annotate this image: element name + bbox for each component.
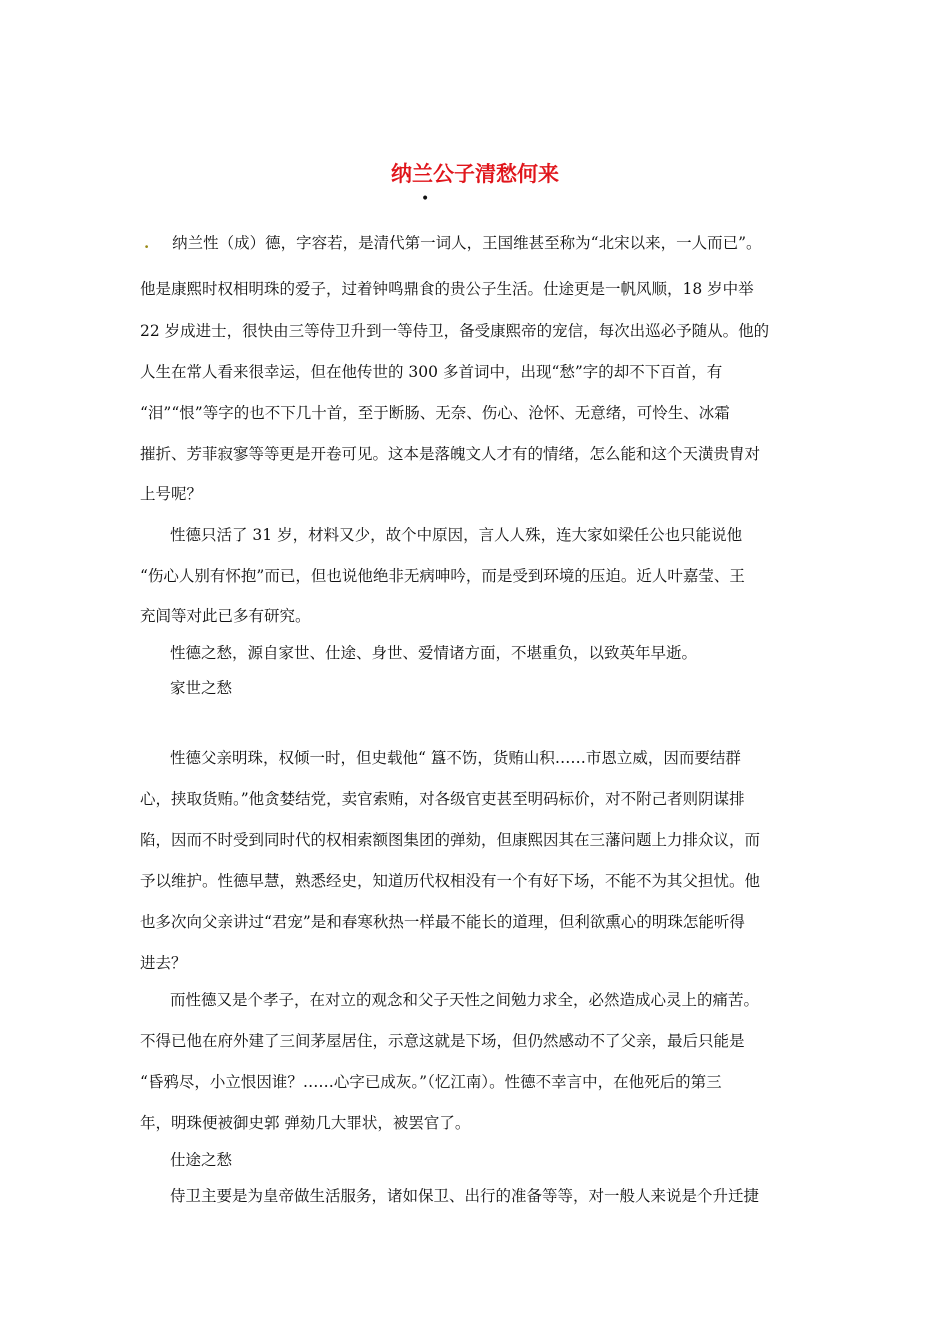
paragraph-line: 性德只活了 31 岁，材料又少，故个中原因，言人人殊，连大家如梁任公也只能说他: [170, 526, 743, 544]
section-heading: 仕途之愁: [170, 1151, 233, 1169]
section-heading: 家世之愁: [170, 679, 233, 697]
paragraph-line: 年，明珠便被御史郭 弹劾几大罪状，被罢官了。: [140, 1114, 471, 1132]
paragraph-line: [144, 233, 762, 253]
paragraph-line: 也多次向父亲讲过“君宠”是和春寒秋热一样最不能长的道理，但利欲熏心的明珠怎能听得: [140, 913, 745, 931]
paragraph-line: 充闾等对此已多有研究。: [140, 607, 311, 625]
paragraph-line: 陷，因而不时受到同时代的权相索额图集团的弹劾，但康熙因其在三藩问题上力排众议，而: [140, 831, 761, 849]
paragraph-line: “泪”“恨”等字的也不下几十首，至于断肠、无奈、伤心、沧怀、无意绪，可怜生、冰霜: [140, 404, 730, 422]
page-title: 纳兰公子清愁何来: [391, 162, 559, 186]
paragraph-line: 他是康熙时权相明珠的爱子，过着钟鸣鼎食的贵公子生活。仕途更是一帆风顺，18 岁中举: [140, 280, 754, 298]
paragraph-line: 性德父亲明珠，权倾一时，但史载他“ 簋不饬，货贿山积……市恩立威，因而要结群: [170, 749, 741, 767]
paragraph-line: 进去？: [140, 954, 187, 972]
paragraph-line: 予以维护。性德早慧，熟悉经史，知道历代权相没有一个有好下场，不能不为其父担忧。他: [140, 872, 761, 890]
title-bullet: •: [421, 191, 430, 207]
line-text: 纳兰性（成）德，字容若，是清代第一词人，王国维甚至称为“北宋以来，一人而已”。: [172, 234, 762, 252]
paragraph-line: 侍卫主要是为皇帝做生活服务，诸如保卫、出行的准备等等，对一般人来说是个升迁捷: [170, 1187, 760, 1205]
paragraph-line: 摧折、芳菲寂寥等等更是开卷可见。这本是落魄文人才有的情绪，怎么能和这个天潢贵胄对: [140, 445, 761, 463]
paragraph-line: 性德之愁，源自家世、仕途、身世、爱情诸方面，不堪重负，以致英年早逝。: [170, 644, 698, 662]
paragraph-line: “昏鸦尽，小立恨因谁？……心字已成灰。”（忆江南）。性德不幸言中，在他死后的第三: [140, 1073, 722, 1091]
paragraph-line: 上号呢？: [140, 485, 203, 503]
paragraph-bullet: .: [144, 234, 150, 252]
paragraph-line: “伤心人别有怀抱”而已，但也说他绝非无病呻吟，而是受到环境的压迫。近人叶嘉莹、王: [140, 567, 745, 585]
paragraph-line: 心，挟取货贿。”他贪婪结党，卖官索贿，对各级官吏甚至明码标价，对不附己者则阴谋排: [140, 790, 745, 808]
paragraph-line: 不得已他在府外建了三间茅屋居住，示意这就是下场，但仍然感动不了父亲，最后只能是: [140, 1032, 745, 1050]
paragraph-line: 人生在常人看来很幸运，但在他传世的 300 多首词中，出现“愁”字的却不下百首，有: [140, 363, 723, 381]
paragraph-line: 而性德又是个孝子，在对立的观念和父子天性之间勉力求全，必然造成心灵上的痛苦。: [170, 991, 760, 1009]
paragraph-line: 22 岁成进士，很快由三等侍卫升到一等侍卫，备受康熙帝的宠信，每次出巡必予随从。他的: [140, 322, 770, 340]
